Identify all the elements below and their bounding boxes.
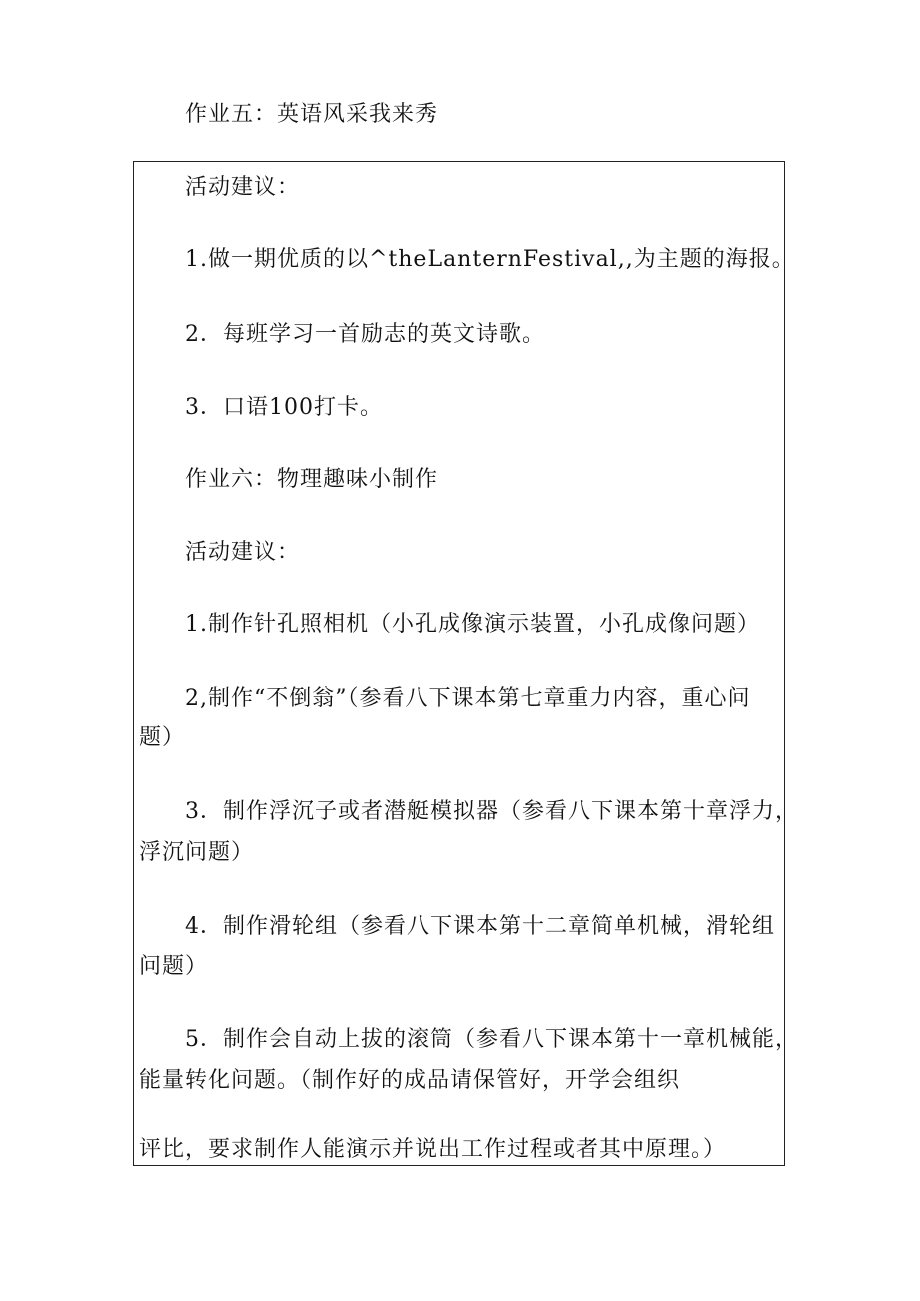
physics-item-4: 4．制作滑轮组（参看八下课本第十二章简单机械，滑轮组 <box>185 914 775 939</box>
activity-suggestion-label-2: 活动建议： <box>185 540 301 565</box>
physics-item-5: 5．制作会自动上拔的滚筒（参看八下课本第十一章机械能， <box>185 1027 798 1052</box>
english-item-3: 3．口语100打卡。 <box>185 395 383 420</box>
section-heading-homework-6: 作业六：物理趣味小制作 <box>185 467 439 492</box>
physics-item-1: 1.制作针孔照相机（小孔成像演示装置，小孔成像问题） <box>185 612 760 637</box>
physics-item-5-cont: 能量转化问题。（制作好的成品请保管好，开学会组织 <box>139 1068 681 1093</box>
physics-item-3: 3．制作浮沉子或者潜艇模拟器（参看八下课本第十章浮力， <box>185 799 798 824</box>
physics-item-5-cont-2: 评比，要求制作人能演示并说出工作过程或者其中原理。） <box>139 1137 727 1162</box>
english-item-2: 2．每班学习一首励志的英文诗歌。 <box>185 322 545 347</box>
section-heading-homework-5: 作业五：英语风采我来秀 <box>185 102 439 127</box>
english-item-1: 1.做一期优质的以^theLanternFestival,,为主题的海报。 <box>185 247 795 272</box>
physics-item-4-cont: 问题） <box>139 954 209 979</box>
activity-suggestion-label: 活动建议： <box>185 175 301 200</box>
physics-item-2: 2,制作“不倒翁”（参看八下课本第七章重力内容，重心问 <box>185 686 751 711</box>
physics-item-2-cont: 题） <box>139 725 186 750</box>
activity-box <box>133 161 785 1166</box>
physics-item-3-cont: 浮沉问题） <box>139 840 255 865</box>
